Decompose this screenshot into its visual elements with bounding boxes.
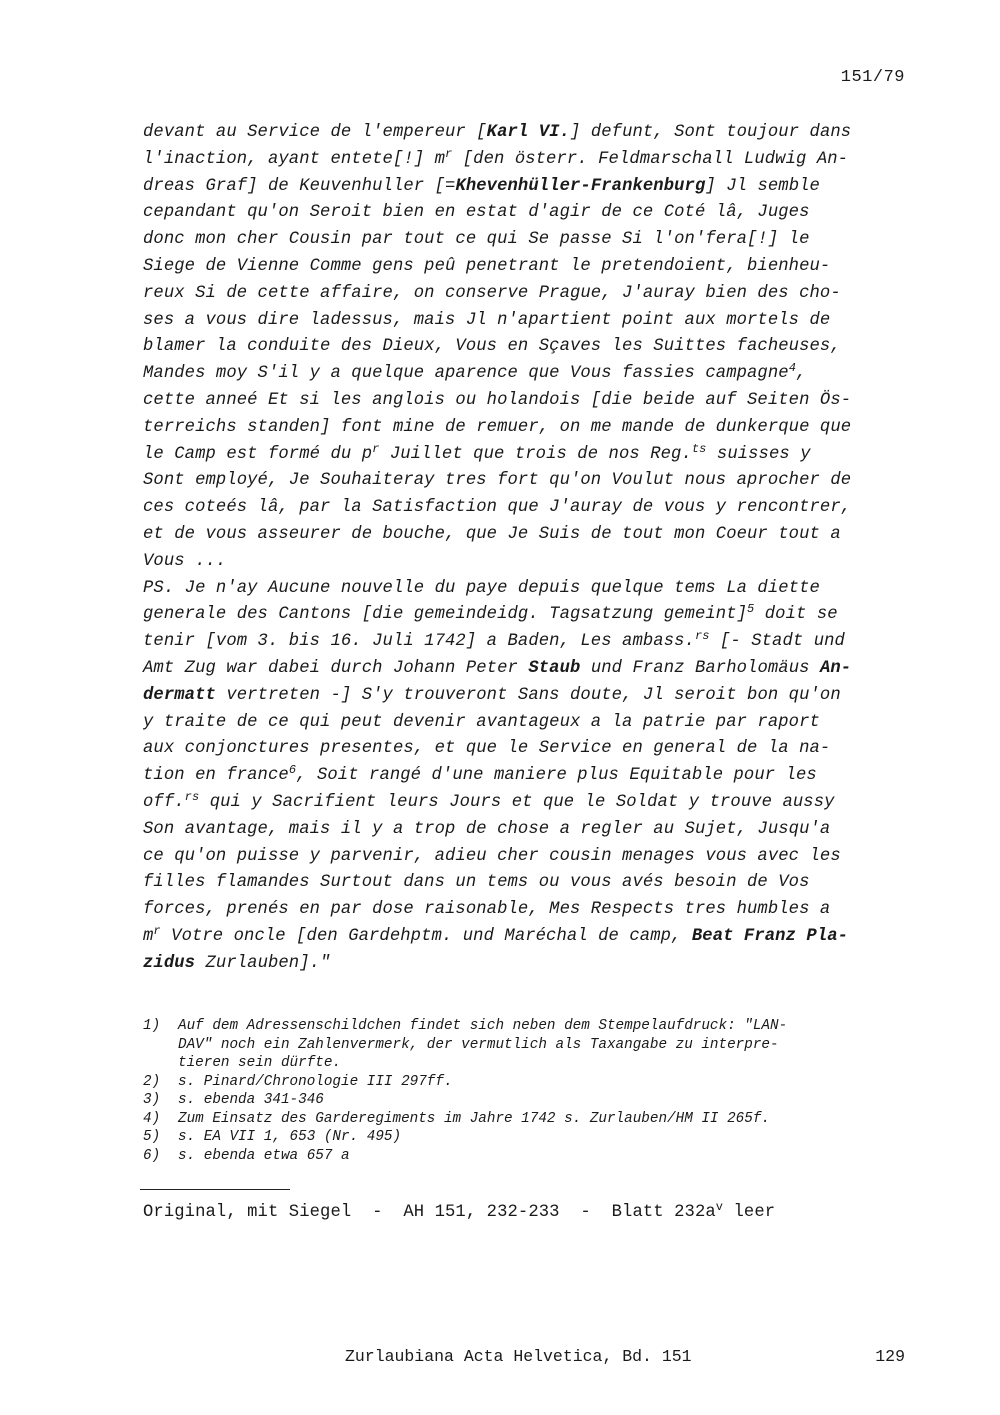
- superscript: ts: [691, 441, 707, 456]
- letter-body: [143, 120, 903, 978]
- text-line: [143, 656, 903, 683]
- text-run: Siege de Vienne Comme gens peû penetrant le pretendoient, bienheu-: [143, 256, 831, 276]
- superscript: r: [372, 441, 380, 456]
- text-run: reux Si de cette affaire, on conserve Prague, J'auray bien des cho-: [143, 283, 841, 303]
- footnote-text: s. ebenda etwa 657 a: [178, 1147, 350, 1164]
- footnote-text: s. EA VII 1, 653 (Nr. 495): [178, 1129, 402, 1145]
- bold-name: Karl VI.: [486, 123, 570, 142]
- superscript: rs: [184, 789, 200, 804]
- text-run: tenir [vom 3. bis 16. Juli 1742] a Baden, Les ambass.: [143, 632, 695, 652]
- text-run: forces, prenés en par dose raisonable, Mes Respects tres humbles a: [143, 900, 831, 920]
- source-note-superscript: v: [715, 1200, 724, 1214]
- bold-name: Beat Franz Pla-: [691, 926, 849, 946]
- footnote: [143, 1147, 903, 1166]
- text-line: [143, 308, 903, 335]
- bold-name: Khevenhüller-Frankenburg: [455, 176, 706, 196]
- text-run: m: [143, 926, 154, 946]
- text-line: [143, 817, 903, 844]
- superscript: r: [445, 146, 453, 161]
- text-run: terreichs standen] font mine de remuer, on me mande de dunkerque que: [143, 417, 852, 437]
- footnotes: [143, 1017, 903, 1165]
- text-line: [143, 844, 903, 871]
- text-run: suisses y: [706, 444, 811, 464]
- text-run: le Camp est formé du p: [143, 444, 373, 464]
- text-line: [143, 897, 903, 924]
- text-line: [143, 200, 903, 227]
- text-run: ce qu'on puisse y parvenir, adieu cher cousin menages vous avec les: [143, 846, 841, 866]
- text-run: aux conjonctures presentes, et que le Service en general de la na-: [143, 739, 831, 759]
- footnote: [143, 1110, 903, 1129]
- text-run: tion en france: [143, 766, 289, 786]
- superscript: r: [153, 923, 161, 938]
- text-run: donc mon cher Cousin par tout ce qui Se passe Si l'on'fera[!] le: [143, 230, 810, 250]
- text-run: Mandes moy S'il y a quelque aparence que Vous fassies campagne: [143, 364, 789, 384]
- bold-name: dermatt: [143, 685, 216, 705]
- text-run: ses a vous dire ladessus, mais Jl n'apartient point aux mortels de: [143, 310, 831, 330]
- footer-publication-title: Zurlaubiana Acta Helvetica, Bd. 151: [345, 1347, 692, 1366]
- text-run: Son avantage, mais il y a trop de chose a regler au Sujet, Jusqu'a: [143, 819, 831, 839]
- text-run: generale des Cantons [die gemeindeidg. Tagsatzung gemeint]: [143, 605, 748, 625]
- superscript: 4: [788, 361, 796, 376]
- source-note-tail: leer: [723, 1203, 776, 1222]
- footnote-number: 4): [143, 1110, 161, 1127]
- footnote-number: 5): [143, 1129, 161, 1145]
- text-line: [143, 174, 903, 201]
- text-run: [- Stadt und: [709, 632, 845, 652]
- text-line: [143, 147, 903, 174]
- page-reference: 151/79: [840, 68, 905, 87]
- text-line: [143, 629, 903, 656]
- text-run: [den österr. Feldmarschall Ludwig An-: [452, 149, 849, 169]
- text-run: et de vous asseurer de bouche, que Je Suis de tout mon Coeur tout a: [143, 524, 841, 544]
- text-line: [143, 736, 903, 763]
- text-line: [143, 388, 903, 415]
- text-run: Vous ...: [143, 551, 227, 571]
- text-run: blamer la conduite des Dieux, Vous en Sçaves les Suittes facheuses,: [143, 337, 841, 357]
- text-run: ,: [796, 364, 807, 384]
- footnote-text: Zum Einsatz des Garderegiments im Jahre 1742 s. Zurlauben/HM II 265f.: [178, 1110, 770, 1127]
- text-line: [143, 602, 903, 629]
- superscript: 5: [747, 602, 755, 617]
- text-run: Juillet que trois de nos Reg.: [379, 444, 692, 464]
- text-run: ] defunt, Sont toujour dans: [570, 123, 852, 142]
- text-run: cette anneé Et si les anglois ou holandois [die beide auf Seiten Ös-: [143, 390, 852, 410]
- text-run: qui y Sacrifient leurs Jours et que le Soldat y trouve aussy: [199, 792, 835, 812]
- text-run: off.: [143, 792, 185, 812]
- text-run: PS. Je n'ay Aucune nouvelle du paye depuis quelque tems La diette: [143, 578, 820, 598]
- text-run: , Soit rangé d'une maniere plus Equitable pour les: [296, 766, 817, 786]
- bold-name: An-: [819, 658, 852, 678]
- superscript: 6: [288, 763, 297, 778]
- footnote-text: s. Pinard/Chronologie III 297ff.: [178, 1073, 453, 1090]
- text-run: doit se: [754, 605, 838, 625]
- text-run: ces coteés lâ, par la Satisfaction que J'auray de vous y rencontrer,: [143, 498, 852, 518]
- footnote-number: 2): [143, 1073, 161, 1090]
- text-run: vertreten -] S'y trouveront Sans doute, Jl seroit bon qu'on: [215, 685, 841, 705]
- footer-page-number: 129: [875, 1347, 905, 1366]
- text-run: y traite de ce qui peut devenir avantageux a la patrie par raport: [143, 712, 820, 732]
- text-line: [143, 495, 903, 522]
- text-line: [143, 576, 903, 603]
- text-run: cepandant qu'on Seroit bien en estat d'agir de ce Coté lâ, Juges: [143, 203, 810, 223]
- text-run: dreas Graf] de Keuvenhuller [=: [143, 176, 456, 196]
- text-line: [143, 951, 903, 978]
- bold-name: zidus: [143, 953, 196, 973]
- footnote: [143, 1017, 903, 1073]
- text-line: [143, 710, 903, 737]
- text-run: ] Jl semble: [705, 176, 820, 196]
- text-line: [143, 334, 903, 361]
- source-note-text: Original, mit Siegel - AH 151, 232-233 - Blatt 232a: [143, 1203, 716, 1222]
- footnote-number: 6): [143, 1147, 161, 1164]
- text-line: [143, 120, 903, 147]
- footnote-number: 1): [143, 1018, 161, 1034]
- footnote-number: 3): [143, 1092, 161, 1108]
- text-line: [143, 415, 903, 442]
- text-line: [143, 870, 903, 897]
- text-line: [143, 683, 903, 710]
- text-line: [143, 549, 903, 576]
- text-run: und Franz Barholomäus: [580, 658, 820, 678]
- text-line: [143, 468, 903, 495]
- footnote: [143, 1128, 903, 1147]
- source-note: [143, 1200, 776, 1222]
- text-run: l'inaction, ayant entete[!] m: [143, 149, 446, 169]
- text-line: [143, 763, 903, 790]
- text-run: Amt Zug war dabei durch Johann Peter: [143, 658, 529, 678]
- text-line: [143, 227, 903, 254]
- text-run: filles flamandes Surtout dans un tems ou vous avés besoin de Vos: [143, 873, 810, 893]
- separator-rule: [140, 1189, 290, 1190]
- text-line: [143, 254, 903, 281]
- text-line: [143, 924, 903, 951]
- footnote-text: Auf dem Adressenschildchen findet sich neben dem Stempelaufdruck: "LAN- DAV" noch ein Zahlenvermerk, der vermutlich als Taxangabe zu interpre- tieren sein dürfte.: [178, 1018, 788, 1071]
- text-line: [143, 522, 903, 549]
- text-run: Sont employé, Je Souhaiteray tres fort qu'on Voulut nous aprocher de: [143, 471, 852, 491]
- text-line: [143, 281, 903, 308]
- text-run: Zurlauben].": [195, 953, 331, 973]
- footnote: [143, 1091, 903, 1110]
- footnote-text: s. ebenda 341-346: [178, 1092, 324, 1108]
- text-run: Votre oncle [den Gardehptm. und Maréchal de camp,: [160, 926, 692, 946]
- text-line: [143, 361, 903, 388]
- bold-name: Staub: [528, 658, 581, 678]
- text-line: [143, 442, 903, 469]
- footnote: [143, 1073, 903, 1092]
- superscript: rs: [694, 629, 710, 644]
- text-line: [143, 790, 903, 817]
- text-run: devant au Service de l'empereur [: [143, 123, 487, 142]
